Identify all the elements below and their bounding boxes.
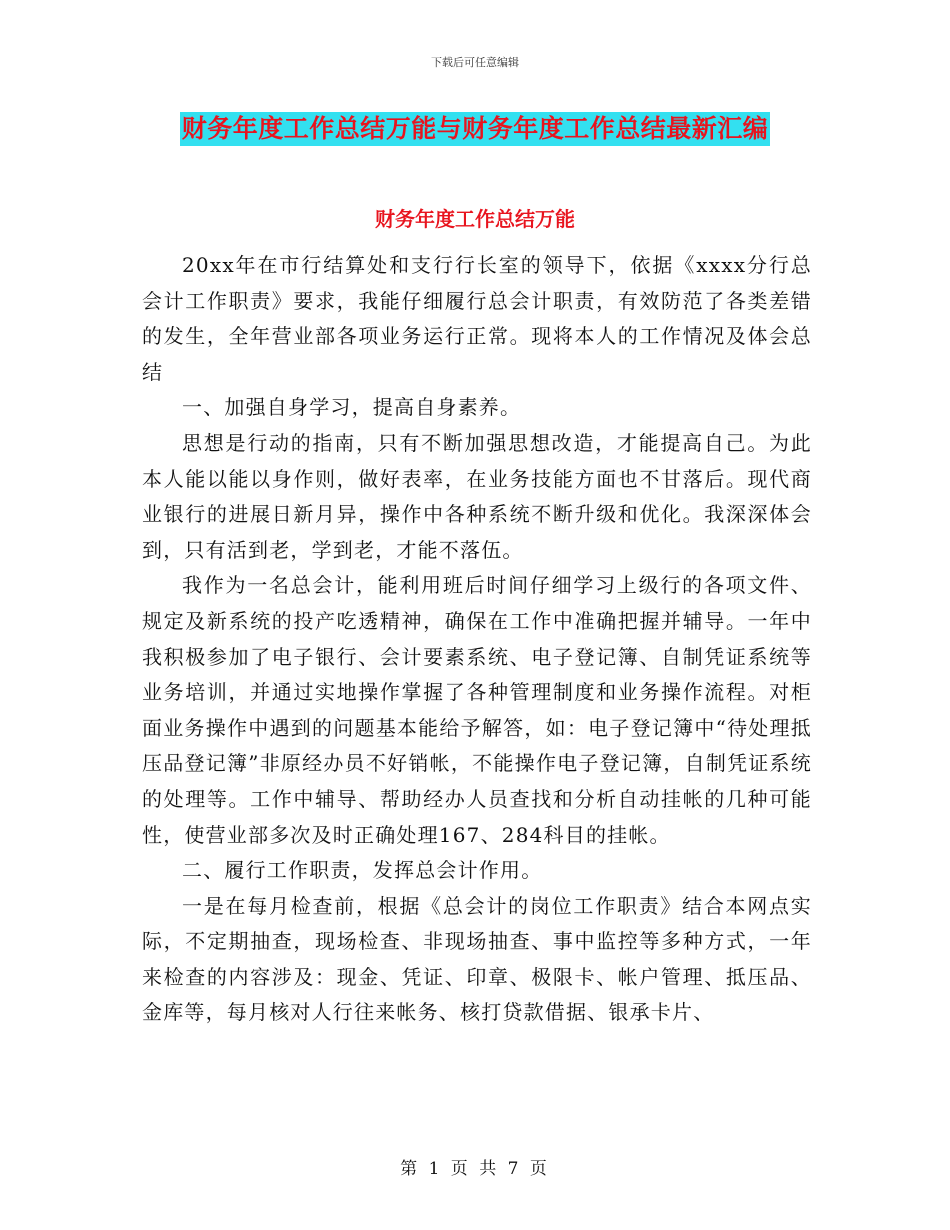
paragraph-thought: 思想是行动的指南，只有不断加强思想改造，才能提高自己。为此本人能以能以身作则，做好表率，在业务技能方面也不甘落后。现代商业银行的进展日新月异，操作中各种系统不断升级和优化。我深深体会到，只有活到老，学到老，才能不落伍。 — [142, 430, 812, 562]
document-body — [142, 248, 812, 1031]
paragraph-intro: 20xx年在市行结算处和支行行长室的领导下，依据《xxxx分行总会计工作职责》要求，我能仔细履行总会计职责，有效防范了各类差错的发生，全年营业部各项业务运行正常。现将本人的工作情况及体会总结 — [142, 253, 812, 384]
section-title: 财务年度工作总结万能 — [375, 207, 575, 231]
page-footer: 第 1 页 共 7 页 — [400, 1159, 550, 1179]
paragraph-inspection: 一是在每月检查前，根据《总会计的岗位工作职责》结合本网点实际，不定期抽查，现场检查、非现场抽查、事中监控等多种方式，一年来检查的内容涉及：现金、凭证、印章、极限卡、帐户管理、抵压品、金库等，每月核对人行往来帐务、核打贷款借据、银承卡片、 — [142, 893, 812, 1025]
paragraph-heading-one: 一、加强自身学习，提高自身素养。 — [182, 395, 522, 420]
header-note: 下载后可任意编辑 — [431, 56, 519, 69]
main-title: 财务年度工作总结万能与财务年度工作总结最新汇编 — [180, 112, 771, 146]
paragraph-training: 我作为一名总会计，能利用班后时间仔细学习上级行的各项文件、规定及新系统的投产吃透精神，确保在工作中准确把握并辅导。一年中我积极参加了电子银行、会计要素系统、电子登记簿、自制凭证系统等业务培训，并通过实地操作掌握了各种管理制度和业务操作流程。对柜面业务操作中遇到的问题基本能给予解答，如：电子登记簿中“待处理抵压品登记簿”非原经办员不好销帐，不能操作电子登记簿，自制凭证系统的处理等。工作中辅导、帮助经办人员查找和分析自动挂帐的几种可能性，使营业部多次及时正确处理167、284科目的挂帐。 — [142, 573, 812, 847]
main-title-container — [0, 112, 950, 146]
paragraph-heading-two: 二、履行工作职责，发挥总会计作用。 — [182, 858, 543, 883]
